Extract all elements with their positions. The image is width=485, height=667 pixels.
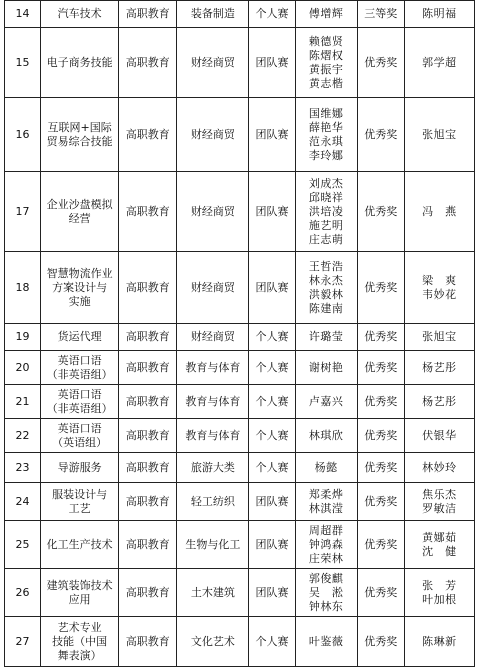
competition-type-cell xyxy=(249,483,295,521)
table-row xyxy=(5,453,475,483)
event-cell xyxy=(41,172,119,252)
category-cell-text: 教育与体育 xyxy=(185,360,241,374)
award-cell-text: 优秀奖 xyxy=(364,330,398,343)
group-cell xyxy=(119,28,177,98)
students-cell xyxy=(295,28,357,98)
category-cell xyxy=(177,28,249,98)
category-cell xyxy=(177,419,249,453)
competition-type-cell-text: 个人赛 xyxy=(255,460,289,474)
teacher-cell xyxy=(404,28,474,98)
students-cell-text: 国维娜 薛艳华 范永琪 李玲娜 xyxy=(308,106,344,162)
award-cell-text: 优秀奖 xyxy=(364,634,398,648)
row-number-cell-text: 15 xyxy=(15,55,30,69)
group-cell xyxy=(119,617,177,667)
group-cell-text: 高职教育 xyxy=(125,428,170,442)
award-cell-text: 优秀奖 xyxy=(364,585,398,599)
row-number-cell-text: 16 xyxy=(15,127,30,141)
category-cell xyxy=(177,569,249,617)
category-cell xyxy=(177,98,249,172)
row-number-cell xyxy=(5,1,41,28)
category-cell-text: 轻工纺织 xyxy=(190,494,235,508)
row-number-cell-text: 21 xyxy=(15,394,30,408)
students-cell xyxy=(295,252,357,324)
table-row xyxy=(5,252,475,324)
competition-type-cell-text: 个人赛 xyxy=(255,394,289,408)
category-cell-text: 财经商贸 xyxy=(190,204,235,218)
category-cell xyxy=(177,351,249,385)
students-cell-text: 刘成杰 邱晓祥 洪培凌 施艺明 庄志萌 xyxy=(308,176,344,246)
event-cell-text: 互联网+国际 贸易综合技能 xyxy=(46,120,113,148)
competition-type-cell-text: 个人赛 xyxy=(255,360,289,374)
award-cell xyxy=(357,172,404,252)
students-cell xyxy=(295,521,357,569)
category-cell-text: 财经商贸 xyxy=(190,127,235,141)
competition-type-cell xyxy=(249,569,295,617)
teacher-cell-text: 张 芳 叶加根 xyxy=(422,578,457,606)
competition-type-cell xyxy=(249,28,295,98)
row-number-cell xyxy=(5,453,41,483)
row-number-cell-text: 22 xyxy=(15,428,30,442)
competition-type-cell-text: 团队赛 xyxy=(255,280,289,294)
teacher-cell xyxy=(404,351,474,385)
students-cell xyxy=(295,385,357,419)
award-cell xyxy=(357,569,404,617)
group-cell-text: 高职教育 xyxy=(125,537,170,551)
group-cell xyxy=(119,453,177,483)
group-cell-text: 高职教育 xyxy=(125,585,170,599)
award-cell xyxy=(357,483,404,521)
event-cell-text: 英语口语 （非英语组） xyxy=(46,353,113,381)
event-cell xyxy=(41,419,119,453)
award-cell xyxy=(357,385,404,419)
group-cell xyxy=(119,98,177,172)
students-cell-text: 许璐莹 xyxy=(308,330,344,343)
event-cell-text: 导游服务 xyxy=(57,460,102,474)
category-cell-text: 教育与体育 xyxy=(185,394,241,408)
award-cell-text: 优秀奖 xyxy=(364,280,398,294)
award-cell xyxy=(357,453,404,483)
teacher-cell xyxy=(404,98,474,172)
event-cell-text: 智慧物流作业 方案设计与 实施 xyxy=(46,266,113,308)
teacher-cell-text: 伏银华 xyxy=(422,428,457,442)
group-cell-text: 高职教育 xyxy=(125,127,170,141)
category-cell-text: 旅游大类 xyxy=(190,460,235,474)
row-number-cell-text: 19 xyxy=(15,330,30,343)
award-cell xyxy=(357,521,404,569)
teacher-cell-text: 梁 爽 韦妙花 xyxy=(422,273,457,301)
category-cell-text: 土木建筑 xyxy=(190,585,235,599)
students-cell xyxy=(295,419,357,453)
row-number-cell xyxy=(5,28,41,98)
teacher-cell-text: 张旭宝 xyxy=(422,127,457,141)
row-number-cell xyxy=(5,419,41,453)
award-cell-text: 优秀奖 xyxy=(364,494,398,508)
students-cell-text: 叶鉴薇 xyxy=(308,634,344,648)
students-cell xyxy=(295,569,357,617)
row-number-cell xyxy=(5,351,41,385)
competition-type-cell-text: 团队赛 xyxy=(255,204,289,218)
teacher-cell xyxy=(404,617,474,667)
group-cell-text: 高职教育 xyxy=(125,280,170,294)
table-row xyxy=(5,385,475,419)
teacher-cell xyxy=(404,569,474,617)
competition-type-cell xyxy=(249,419,295,453)
group-cell xyxy=(119,419,177,453)
group-cell xyxy=(119,521,177,569)
table-row xyxy=(5,1,475,28)
students-cell-text: 杨懿 xyxy=(314,460,338,474)
category-cell xyxy=(177,324,249,351)
event-cell-text: 汽车技术 xyxy=(57,7,102,20)
award-cell-text: 三等奖 xyxy=(364,7,398,20)
table-row xyxy=(5,483,475,521)
row-number-cell xyxy=(5,483,41,521)
teacher-cell xyxy=(404,483,474,521)
event-cell-text: 英语口语 （非英语组） xyxy=(46,387,113,415)
awards-table-body xyxy=(5,1,475,667)
event-cell xyxy=(41,521,119,569)
competition-type-cell-text: 团队赛 xyxy=(255,494,289,508)
students-cell-text: 赖德贤 陈熠权 黄振宇 黄志楷 xyxy=(308,34,344,90)
competition-type-cell xyxy=(249,617,295,667)
competition-type-cell xyxy=(249,351,295,385)
row-number-cell-text: 20 xyxy=(15,360,30,374)
category-cell xyxy=(177,385,249,419)
competition-type-cell xyxy=(249,98,295,172)
row-number-cell xyxy=(5,385,41,419)
competition-type-cell xyxy=(249,385,295,419)
teacher-cell-text: 杨艺彤 xyxy=(422,360,457,374)
students-cell-text: 傅增辉 xyxy=(308,7,344,20)
group-cell-text: 高职教育 xyxy=(125,494,170,508)
category-cell xyxy=(177,453,249,483)
category-cell xyxy=(177,521,249,569)
award-cell-text: 优秀奖 xyxy=(364,537,398,551)
category-cell-text: 教育与体育 xyxy=(185,428,241,442)
teacher-cell xyxy=(404,521,474,569)
competition-type-cell-text: 个人赛 xyxy=(255,634,289,648)
teacher-cell xyxy=(404,419,474,453)
category-cell xyxy=(177,1,249,28)
teacher-cell xyxy=(404,1,474,28)
event-cell-text: 货运代理 xyxy=(57,330,102,343)
competition-type-cell xyxy=(249,453,295,483)
teacher-cell-text: 冯 燕 xyxy=(422,204,457,218)
teacher-cell-text: 黄娜茹 沈 健 xyxy=(422,530,457,558)
group-cell xyxy=(119,324,177,351)
row-number-cell-text: 26 xyxy=(15,585,30,599)
row-number-cell xyxy=(5,98,41,172)
students-cell xyxy=(295,351,357,385)
table-row xyxy=(5,28,475,98)
group-cell xyxy=(119,252,177,324)
event-cell xyxy=(41,351,119,385)
students-cell-text: 谢树艳 xyxy=(308,360,344,374)
table-row xyxy=(5,172,475,252)
competition-type-cell-text: 团队赛 xyxy=(255,127,289,141)
event-cell xyxy=(41,617,119,667)
award-cell-text: 优秀奖 xyxy=(364,55,398,69)
group-cell-text: 高职教育 xyxy=(125,460,170,474)
event-cell-text: 企业沙盘模拟 经营 xyxy=(46,197,113,225)
event-cell xyxy=(41,28,119,98)
event-cell-text: 建筑装饰技术 应用 xyxy=(46,578,113,606)
award-cell xyxy=(357,617,404,667)
students-cell-text: 周超群 钟鸿森 庄荣林 xyxy=(308,523,344,565)
category-cell xyxy=(177,252,249,324)
row-number-cell-text: 25 xyxy=(15,537,30,551)
students-cell-text: 王哲浩 林永杰 洪毅林 陈建南 xyxy=(308,259,344,315)
teacher-cell-text: 陈琳新 xyxy=(422,634,457,648)
teacher-cell-text: 郭学超 xyxy=(422,55,457,69)
competition-type-cell xyxy=(249,252,295,324)
competition-type-cell xyxy=(249,521,295,569)
teacher-cell-text: 杨艺彤 xyxy=(422,394,457,408)
students-cell xyxy=(295,1,357,28)
row-number-cell-text: 24 xyxy=(15,494,30,508)
category-cell xyxy=(177,483,249,521)
students-cell xyxy=(295,98,357,172)
group-cell-text: 高职教育 xyxy=(125,55,170,69)
award-cell xyxy=(357,252,404,324)
category-cell-text: 财经商贸 xyxy=(190,55,235,69)
competition-type-cell-text: 团队赛 xyxy=(255,537,289,551)
awards-table xyxy=(4,0,475,667)
competition-type-cell xyxy=(249,1,295,28)
table-row xyxy=(5,569,475,617)
category-cell-text: 财经商贸 xyxy=(190,280,235,294)
award-cell xyxy=(357,419,404,453)
competition-type-cell-text: 团队赛 xyxy=(255,585,289,599)
award-cell-text: 优秀奖 xyxy=(364,360,398,374)
competition-type-cell-text: 团队赛 xyxy=(255,55,289,69)
group-cell-text: 高职教育 xyxy=(125,360,170,374)
event-cell xyxy=(41,569,119,617)
group-cell xyxy=(119,1,177,28)
category-cell xyxy=(177,617,249,667)
teacher-cell xyxy=(404,172,474,252)
award-cell xyxy=(357,1,404,28)
teacher-cell-text: 陈明福 xyxy=(422,7,457,20)
event-cell xyxy=(41,252,119,324)
row-number-cell-text: 27 xyxy=(15,634,30,648)
event-cell xyxy=(41,483,119,521)
table-row xyxy=(5,617,475,667)
award-cell xyxy=(357,28,404,98)
students-cell xyxy=(295,172,357,252)
competition-type-cell-text: 个人赛 xyxy=(255,330,289,343)
event-cell xyxy=(41,324,119,351)
row-number-cell-text: 18 xyxy=(15,280,30,294)
event-cell-text: 英语口语 （英语组） xyxy=(52,421,108,449)
students-cell-text: 郑柔烨 林淇滢 xyxy=(308,487,344,515)
teacher-cell-text: 张旭宝 xyxy=(422,330,457,343)
teacher-cell xyxy=(404,453,474,483)
competition-type-cell xyxy=(249,172,295,252)
group-cell xyxy=(119,172,177,252)
competition-type-cell-text: 个人赛 xyxy=(255,428,289,442)
row-number-cell xyxy=(5,324,41,351)
students-cell xyxy=(295,453,357,483)
teacher-cell xyxy=(404,252,474,324)
row-number-cell xyxy=(5,521,41,569)
event-cell xyxy=(41,98,119,172)
event-cell xyxy=(41,453,119,483)
row-number-cell-text: 17 xyxy=(15,204,30,218)
teacher-cell-text: 林妙玲 xyxy=(422,460,457,474)
students-cell-text: 卢嘉兴 xyxy=(308,394,344,408)
group-cell-text: 高职教育 xyxy=(125,204,170,218)
group-cell-text: 高职教育 xyxy=(125,394,170,408)
event-cell-text: 电子商务技能 xyxy=(46,55,113,69)
category-cell-text: 文化艺术 xyxy=(190,634,235,648)
group-cell-text: 高职教育 xyxy=(125,330,170,343)
teacher-cell xyxy=(404,324,474,351)
teacher-cell-text: 焦乐杰 罗敏洁 xyxy=(422,487,457,515)
category-cell xyxy=(177,172,249,252)
students-cell-text: 林琪欣 xyxy=(308,428,344,442)
category-cell-text: 财经商贸 xyxy=(190,330,235,343)
table-row xyxy=(5,521,475,569)
group-cell xyxy=(119,385,177,419)
award-cell-text: 优秀奖 xyxy=(364,460,398,474)
teacher-cell xyxy=(404,385,474,419)
competition-type-cell xyxy=(249,324,295,351)
row-number-cell xyxy=(5,617,41,667)
award-cell-text: 优秀奖 xyxy=(364,204,398,218)
event-cell-text: 服装设计与 工艺 xyxy=(52,487,108,515)
students-cell xyxy=(295,483,357,521)
group-cell-text: 高职教育 xyxy=(125,7,170,20)
table-row xyxy=(5,351,475,385)
students-cell-text: 郭俊麒 吴 淞 钟林东 xyxy=(308,571,344,613)
students-cell xyxy=(295,617,357,667)
row-number-cell xyxy=(5,569,41,617)
award-cell xyxy=(357,98,404,172)
table-row xyxy=(5,419,475,453)
award-cell-text: 优秀奖 xyxy=(364,428,398,442)
row-number-cell-text: 23 xyxy=(15,460,30,474)
table-row xyxy=(5,98,475,172)
category-cell-text: 生物与化工 xyxy=(185,537,241,551)
row-number-cell xyxy=(5,172,41,252)
award-cell xyxy=(357,324,404,351)
group-cell xyxy=(119,351,177,385)
award-cell-text: 优秀奖 xyxy=(364,394,398,408)
event-cell-text: 化工生产技术 xyxy=(46,537,113,551)
competition-type-cell-text: 个人赛 xyxy=(255,7,289,20)
table-row xyxy=(5,324,475,351)
category-cell-text: 装备制造 xyxy=(190,7,235,20)
group-cell xyxy=(119,483,177,521)
row-number-cell xyxy=(5,252,41,324)
row-number-cell-text: 14 xyxy=(15,7,30,20)
group-cell xyxy=(119,569,177,617)
event-cell xyxy=(41,385,119,419)
award-cell-text: 优秀奖 xyxy=(364,127,398,141)
group-cell-text: 高职教育 xyxy=(125,634,170,648)
event-cell-text: 艺术专业 技能（中国 舞表演） xyxy=(52,620,108,662)
event-cell xyxy=(41,1,119,28)
award-cell xyxy=(357,351,404,385)
students-cell xyxy=(295,324,357,351)
